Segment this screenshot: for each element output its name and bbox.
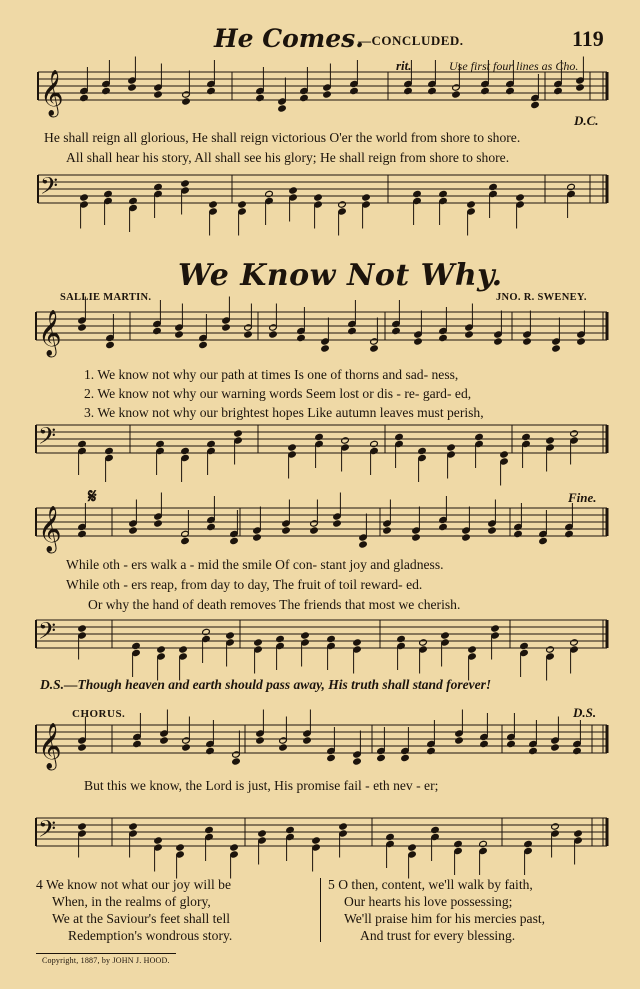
verse-5-line-3: We'll praise him for his mercies past, [344, 911, 546, 926]
svg-text:𝄞: 𝄞 [38, 310, 62, 356]
verse-5-line-1: 5 O then, content, we'll walk by faith, [328, 877, 533, 892]
verse-4-line-3: We at the Saviour's feet shall tell [52, 911, 231, 926]
verse-5-line-4: And trust for every blessing. [360, 928, 516, 943]
performance-instruction: Use first four lines as Cho. [449, 59, 579, 73]
segno-sign: 𝄋 [88, 486, 97, 508]
svg-text:𝄞: 𝄞 [38, 506, 62, 552]
verse-3-line-1: 3. We know not why our brightest hopes Like autumn leaves must perish, [84, 405, 484, 420]
verse-5-line-2: Our hearts his love possessing; [344, 894, 513, 909]
chorus-lyric: But this we know, the Lord is just, His promise fail - eth nev - er; [84, 778, 439, 793]
verse-2-line-1: 2. We know not why our warning words Seem lost or dis - re- gard- ed, [84, 386, 472, 401]
ds-text [40, 677, 491, 693]
verse-4-line-1: 4 We know not what our joy will be [36, 877, 231, 892]
svg-text:𝄢: 𝄢 [38, 617, 57, 650]
verse-1-line-1: 1. We know not why our path at times Is one of thorns and sad- ness, [84, 367, 459, 382]
svg-text:𝄢: 𝄢 [38, 422, 57, 455]
verse-2-line-2: While oth - ers reap, from day to day, The fruit of toil reward- ed. [66, 577, 423, 592]
dc-mark: D.C. [574, 113, 599, 128]
composer-credit: JNO. R. SWENEY. [496, 292, 587, 303]
chorus-ds-mark: D.S. [573, 705, 597, 720]
running-title: He Comes. [214, 24, 364, 53]
footer-rule [36, 953, 176, 954]
verse-1-line-2: While oth - ers walk a - mid the smile Of con- stant joy and gladness. [66, 557, 444, 572]
copyright-notice: Copyright, 1887, by JOHN J. HOOD. [42, 956, 170, 965]
svg-text:𝄞: 𝄞 [38, 723, 62, 769]
svg-text:𝄞: 𝄞 [40, 70, 64, 116]
svg-text:𝄢: 𝄢 [40, 172, 59, 205]
verse-4-line-4: Redemption's wondrous story. [68, 928, 233, 943]
top-hymn-lyric-1: He shall reign all glorious, He shall reign victorious O'er the world from shore to shore. [44, 130, 521, 145]
lyricist-credit: SALLIE MARTIN. [60, 292, 152, 303]
song-title: We Know Not Why. [178, 258, 503, 293]
chorus-label: CHORUS. [72, 708, 126, 720]
running-title-suffix: —CONCLUDED. [358, 33, 464, 48]
ritardando-mark: rit. [396, 58, 412, 73]
page-number: 119 [572, 26, 604, 51]
verse-column-divider [320, 878, 321, 942]
ds-text-content: D.S.—Though heaven and earth should pass away, His truth shall stand forever! [40, 677, 492, 692]
verse-4-line-2: When, in the realms of glory, [52, 894, 211, 909]
svg-text:𝄢: 𝄢 [38, 815, 57, 848]
fine-mark: Fine. [568, 490, 597, 505]
verse-3-line-2: Or why the hand of death removes The friends that most we cherish. [88, 597, 461, 612]
top-hymn-lyric-2: All shall hear his story, All shall see his glory; He shall reign from shore to shore. [66, 150, 510, 165]
